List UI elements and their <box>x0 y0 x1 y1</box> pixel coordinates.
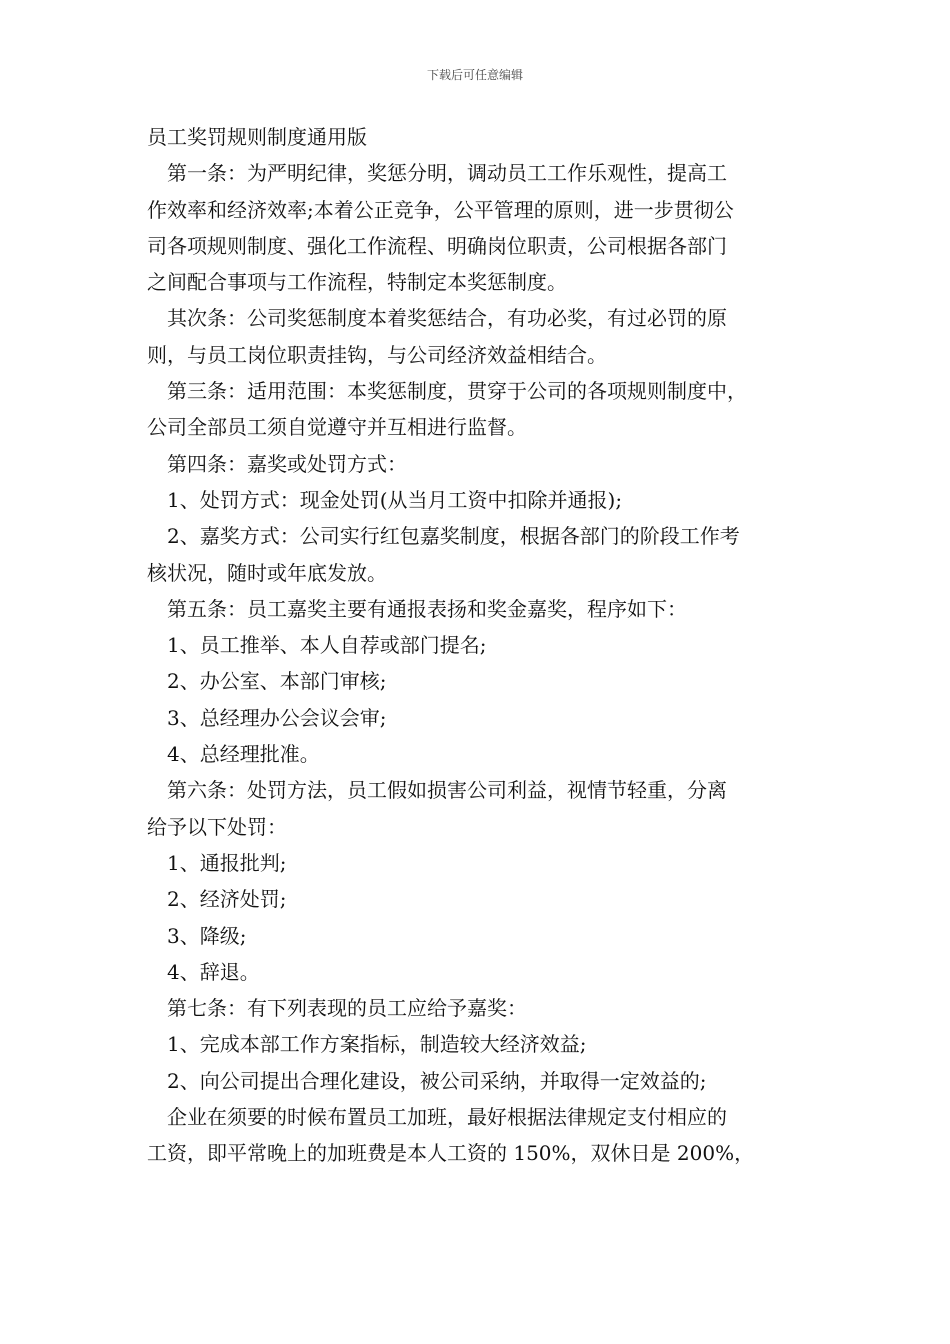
text-line: 2、向公司提出合理化建设，被公司采纳，并取得一定效益的; <box>167 1068 707 1093</box>
text-line: 1、完成本部工作方案指标，制造较大经济效益; <box>167 1032 587 1057</box>
text-line: 第四条：嘉奖或处罚方式： <box>167 451 407 476</box>
text-line: 其次条：公司奖惩制度本着奖惩结合，有功必奖，有过必罚的原 <box>167 306 727 331</box>
text-line: 3、降级; <box>167 923 247 948</box>
text-line: 第七条：有下列表现的员工应给予嘉奖： <box>167 996 527 1021</box>
text-line: 工资，即平常晚上的加班费是本人工资的 150%，双休日是 200%， <box>147 1141 755 1166</box>
document-title: 员工奖罚规则制度通用版 <box>147 125 367 149</box>
text-line: 作效率和经济效率;本着公正竞争，公平管理的原则，进一步贯彻公 <box>147 197 734 222</box>
text-line: 1、员工推举、本人自荐或部门提名; <box>167 633 487 658</box>
text-line: 第一条：为严明纪律，奖惩分明，调动员工工作乐观性，提高工 <box>167 161 727 186</box>
text-line: 之间配合事项与工作流程，特制定本奖惩制度。 <box>147 270 567 295</box>
text-line: 公司全部员工须自觉遵守并互相进行监督。 <box>147 415 527 440</box>
text-line: 4、总经理批准。 <box>167 742 320 767</box>
document-lines <box>147 155 819 1171</box>
text-line: 2、经济处罚; <box>167 887 287 912</box>
text-line: 3、总经理办公会议会审; <box>167 705 387 730</box>
text-line: 2、嘉奖方式：公司实行红包嘉奖制度，根据各部门的阶段工作考 <box>167 524 740 549</box>
text-line: 1、处罚方式：现金处罚(从当月工资中扣除并通报); <box>167 487 623 512</box>
text-line: 司各项规则制度、强化工作流程、明确岗位职责，公司根据各部门 <box>147 233 727 258</box>
text-line: 企业在须要的时候布置员工加班，最好根据法律规定支付相应的 <box>167 1105 727 1130</box>
text-line: 则，与员工岗位职责挂钩，与公司经济效益相结合。 <box>147 342 607 367</box>
text-line: 第六条：处罚方法，员工假如损害公司利益，视情节轻重，分离 <box>167 778 727 803</box>
text-line: 4、辞退。 <box>167 959 260 984</box>
text-line: 给予以下处罚： <box>147 814 287 839</box>
text-line: 第五条：员工嘉奖主要有通报表扬和奖金嘉奖，程序如下： <box>167 596 687 621</box>
text-line: 2、办公室、本部门审核; <box>167 669 387 694</box>
text-line: 1、通报批判; <box>167 850 287 875</box>
text-line: 第三条：适用范围：本奖惩制度，贯穿于公司的各项规则制度中， <box>167 379 747 404</box>
page-header: 下载后可任意编辑 <box>426 68 523 82</box>
text-line: 核状况，随时或年底发放。 <box>147 560 387 585</box>
document-body <box>147 119 819 1172</box>
